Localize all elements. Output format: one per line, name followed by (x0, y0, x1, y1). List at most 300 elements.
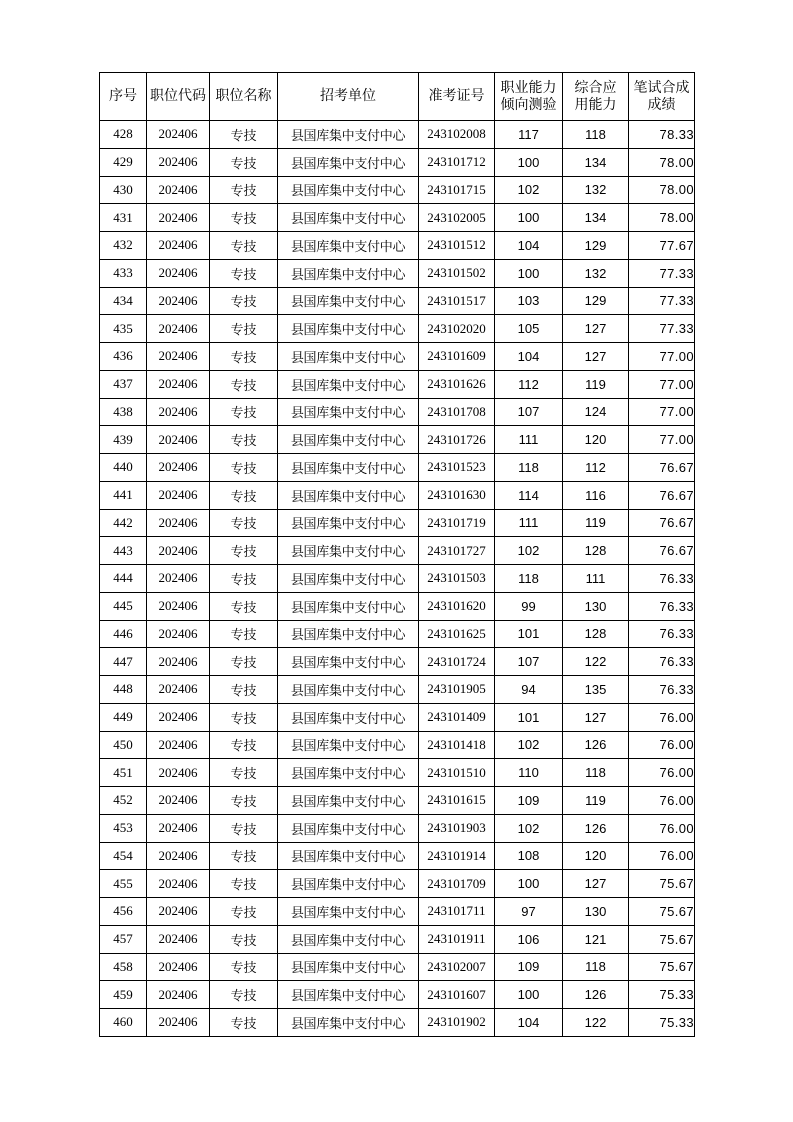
cell-applied: 111 (563, 565, 629, 593)
cell-position-code: 202406 (147, 870, 210, 898)
cell-total: 76.00 (629, 814, 695, 842)
cell-seq: 454 (100, 842, 147, 870)
cell-seq: 432 (100, 232, 147, 260)
cell-aptitude: 105 (495, 315, 563, 343)
cell-ticket: 243101512 (419, 232, 495, 260)
cell-unit: 县国库集中支付中心 (278, 703, 419, 731)
cell-position-code: 202406 (147, 648, 210, 676)
table-row (100, 759, 695, 787)
cell-aptitude: 117 (495, 121, 563, 149)
table-row (100, 592, 695, 620)
cell-total: 75.67 (629, 870, 695, 898)
cell-ticket: 243101724 (419, 648, 495, 676)
cell-position-code: 202406 (147, 454, 210, 482)
cell-seq: 446 (100, 620, 147, 648)
cell-seq: 447 (100, 648, 147, 676)
cell-unit: 县国库集中支付中心 (278, 315, 419, 343)
cell-ticket: 243101727 (419, 537, 495, 565)
cell-applied: 132 (563, 259, 629, 287)
cell-position-name: 专技 (210, 565, 278, 593)
cell-total: 77.00 (629, 398, 695, 426)
cell-total: 75.33 (629, 981, 695, 1009)
cell-seq: 456 (100, 898, 147, 926)
cell-aptitude: 109 (495, 787, 563, 815)
cell-total: 75.67 (629, 953, 695, 981)
cell-applied: 122 (563, 1009, 629, 1037)
cell-ticket: 243101911 (419, 925, 495, 953)
table-row (100, 148, 695, 176)
cell-aptitude: 100 (495, 204, 563, 232)
table-row (100, 398, 695, 426)
cell-unit: 县国库集中支付中心 (278, 370, 419, 398)
cell-position-code: 202406 (147, 592, 210, 620)
cell-aptitude: 99 (495, 592, 563, 620)
cell-applied: 126 (563, 731, 629, 759)
cell-unit: 县国库集中支付中心 (278, 121, 419, 149)
cell-seq: 439 (100, 426, 147, 454)
cell-ticket: 243102020 (419, 315, 495, 343)
cell-position-code: 202406 (147, 121, 210, 149)
cell-total: 76.67 (629, 537, 695, 565)
header-position-code: 职位代码 (147, 73, 210, 121)
cell-applied: 120 (563, 426, 629, 454)
cell-applied: 130 (563, 898, 629, 926)
cell-unit: 县国库集中支付中心 (278, 537, 419, 565)
cell-total: 76.00 (629, 731, 695, 759)
cell-applied: 134 (563, 204, 629, 232)
cell-position-name: 专技 (210, 398, 278, 426)
table-row (100, 121, 695, 149)
cell-unit: 县国库集中支付中心 (278, 148, 419, 176)
cell-total: 76.33 (629, 648, 695, 676)
table-row (100, 426, 695, 454)
cell-position-code: 202406 (147, 259, 210, 287)
cell-seq: 460 (100, 1009, 147, 1037)
cell-ticket: 243101626 (419, 370, 495, 398)
table-row (100, 703, 695, 731)
cell-aptitude: 97 (495, 898, 563, 926)
cell-total: 76.00 (629, 787, 695, 815)
table-row (100, 1009, 695, 1037)
cell-position-code: 202406 (147, 842, 210, 870)
cell-applied: 112 (563, 454, 629, 482)
cell-unit: 县国库集中支付中心 (278, 953, 419, 981)
cell-unit: 县国库集中支付中心 (278, 509, 419, 537)
cell-applied: 120 (563, 842, 629, 870)
table-row (100, 981, 695, 1009)
cell-position-name: 专技 (210, 676, 278, 704)
cell-ticket: 243101630 (419, 481, 495, 509)
cell-position-name: 专技 (210, 703, 278, 731)
cell-aptitude: 104 (495, 232, 563, 260)
cell-total: 76.67 (629, 509, 695, 537)
cell-ticket: 243101712 (419, 148, 495, 176)
cell-aptitude: 102 (495, 537, 563, 565)
cell-total: 77.33 (629, 315, 695, 343)
cell-seq: 453 (100, 814, 147, 842)
cell-total: 76.00 (629, 842, 695, 870)
cell-aptitude: 107 (495, 648, 563, 676)
cell-seq: 440 (100, 454, 147, 482)
cell-seq: 457 (100, 925, 147, 953)
cell-position-name: 专技 (210, 814, 278, 842)
cell-position-name: 专技 (210, 287, 278, 315)
cell-position-name: 专技 (210, 232, 278, 260)
cell-position-name: 专技 (210, 176, 278, 204)
header-applied: 综合应用能力 (563, 73, 629, 121)
cell-applied: 127 (563, 870, 629, 898)
cell-position-name: 专技 (210, 537, 278, 565)
header-position-name: 职位名称 (210, 73, 278, 121)
cell-aptitude: 100 (495, 870, 563, 898)
cell-ticket: 243101625 (419, 620, 495, 648)
cell-unit: 县国库集中支付中心 (278, 232, 419, 260)
cell-position-name: 专技 (210, 787, 278, 815)
cell-applied: 128 (563, 620, 629, 648)
table-row (100, 731, 695, 759)
cell-applied: 124 (563, 398, 629, 426)
cell-ticket: 243101615 (419, 787, 495, 815)
cell-position-name: 专技 (210, 121, 278, 149)
cell-seq: 450 (100, 731, 147, 759)
table-row (100, 953, 695, 981)
cell-aptitude: 111 (495, 426, 563, 454)
cell-position-name: 专技 (210, 981, 278, 1009)
cell-ticket: 243101709 (419, 870, 495, 898)
cell-unit: 县国库集中支付中心 (278, 176, 419, 204)
cell-total: 76.33 (629, 592, 695, 620)
cell-unit: 县国库集中支付中心 (278, 481, 419, 509)
cell-ticket: 243101726 (419, 426, 495, 454)
table-row (100, 648, 695, 676)
cell-seq: 444 (100, 565, 147, 593)
cell-applied: 126 (563, 814, 629, 842)
cell-total: 75.33 (629, 1009, 695, 1037)
cell-applied: 122 (563, 648, 629, 676)
table-row (100, 787, 695, 815)
cell-position-code: 202406 (147, 953, 210, 981)
table-body (100, 121, 695, 1037)
cell-unit: 县国库集中支付中心 (278, 454, 419, 482)
cell-ticket: 243102008 (419, 121, 495, 149)
header-seq: 序号 (100, 73, 147, 121)
cell-aptitude: 114 (495, 481, 563, 509)
cell-seq: 442 (100, 509, 147, 537)
cell-applied: 119 (563, 787, 629, 815)
cell-total: 76.33 (629, 565, 695, 593)
cell-position-name: 专技 (210, 953, 278, 981)
cell-seq: 433 (100, 259, 147, 287)
cell-applied: 127 (563, 703, 629, 731)
cell-total: 78.00 (629, 204, 695, 232)
cell-unit: 县国库集中支付中心 (278, 787, 419, 815)
cell-position-name: 专技 (210, 620, 278, 648)
cell-unit: 县国库集中支付中心 (278, 731, 419, 759)
table-row (100, 343, 695, 371)
cell-position-code: 202406 (147, 509, 210, 537)
cell-ticket: 243101715 (419, 176, 495, 204)
cell-total: 75.67 (629, 898, 695, 926)
cell-applied: 118 (563, 121, 629, 149)
cell-position-name: 专技 (210, 648, 278, 676)
cell-seq: 435 (100, 315, 147, 343)
cell-ticket: 243101905 (419, 676, 495, 704)
cell-seq: 441 (100, 481, 147, 509)
table-row (100, 315, 695, 343)
cell-seq: 438 (100, 398, 147, 426)
cell-unit: 县国库集中支付中心 (278, 620, 419, 648)
cell-position-name: 专技 (210, 509, 278, 537)
table-row (100, 370, 695, 398)
cell-seq: 443 (100, 537, 147, 565)
cell-aptitude: 118 (495, 454, 563, 482)
cell-applied: 129 (563, 232, 629, 260)
cell-position-code: 202406 (147, 703, 210, 731)
cell-ticket: 243101711 (419, 898, 495, 926)
cell-aptitude: 100 (495, 148, 563, 176)
cell-position-name: 专技 (210, 315, 278, 343)
cell-aptitude: 102 (495, 814, 563, 842)
cell-ticket: 243101418 (419, 731, 495, 759)
cell-aptitude: 112 (495, 370, 563, 398)
cell-seq: 451 (100, 759, 147, 787)
cell-applied: 118 (563, 953, 629, 981)
score-table (99, 72, 695, 1037)
cell-unit: 县国库集中支付中心 (278, 204, 419, 232)
cell-position-code: 202406 (147, 620, 210, 648)
cell-total: 76.33 (629, 676, 695, 704)
table-row (100, 287, 695, 315)
cell-position-code: 202406 (147, 148, 210, 176)
table-row (100, 814, 695, 842)
cell-position-code: 202406 (147, 204, 210, 232)
cell-aptitude: 100 (495, 981, 563, 1009)
cell-seq: 458 (100, 953, 147, 981)
cell-aptitude: 110 (495, 759, 563, 787)
cell-seq: 459 (100, 981, 147, 1009)
table-row (100, 565, 695, 593)
cell-seq: 429 (100, 148, 147, 176)
cell-applied: 132 (563, 176, 629, 204)
cell-aptitude: 104 (495, 343, 563, 371)
cell-ticket: 243101502 (419, 259, 495, 287)
cell-position-name: 专技 (210, 759, 278, 787)
cell-aptitude: 102 (495, 176, 563, 204)
cell-ticket: 243101902 (419, 1009, 495, 1037)
cell-position-name: 专技 (210, 370, 278, 398)
cell-position-code: 202406 (147, 426, 210, 454)
cell-total: 77.33 (629, 287, 695, 315)
cell-position-name: 专技 (210, 454, 278, 482)
cell-ticket: 243101409 (419, 703, 495, 731)
table-row (100, 870, 695, 898)
table-row (100, 537, 695, 565)
cell-applied: 127 (563, 315, 629, 343)
cell-total: 76.67 (629, 454, 695, 482)
cell-position-code: 202406 (147, 676, 210, 704)
cell-unit: 县国库集中支付中心 (278, 426, 419, 454)
cell-total: 77.33 (629, 259, 695, 287)
cell-applied: 116 (563, 481, 629, 509)
cell-applied: 118 (563, 759, 629, 787)
cell-total: 76.00 (629, 703, 695, 731)
table-row (100, 509, 695, 537)
cell-applied: 121 (563, 925, 629, 953)
cell-total: 78.33 (629, 121, 695, 149)
cell-position-name: 专技 (210, 870, 278, 898)
cell-unit: 县国库集中支付中心 (278, 343, 419, 371)
cell-aptitude: 111 (495, 509, 563, 537)
cell-aptitude: 101 (495, 620, 563, 648)
cell-position-code: 202406 (147, 787, 210, 815)
cell-applied: 126 (563, 981, 629, 1009)
cell-unit: 县国库集中支付中心 (278, 898, 419, 926)
cell-position-name: 专技 (210, 426, 278, 454)
cell-position-code: 202406 (147, 981, 210, 1009)
cell-position-code: 202406 (147, 925, 210, 953)
cell-position-code: 202406 (147, 287, 210, 315)
cell-ticket: 243101903 (419, 814, 495, 842)
cell-position-code: 202406 (147, 731, 210, 759)
cell-applied: 119 (563, 509, 629, 537)
cell-unit: 县国库集中支付中心 (278, 1009, 419, 1037)
cell-position-code: 202406 (147, 759, 210, 787)
table-row (100, 232, 695, 260)
cell-position-code: 202406 (147, 898, 210, 926)
cell-position-code: 202406 (147, 343, 210, 371)
cell-aptitude: 107 (495, 398, 563, 426)
cell-position-name: 专技 (210, 259, 278, 287)
cell-unit: 县国库集中支付中心 (278, 287, 419, 315)
cell-ticket: 243101523 (419, 454, 495, 482)
cell-ticket: 243101708 (419, 398, 495, 426)
cell-unit: 县国库集中支付中心 (278, 648, 419, 676)
cell-total: 77.00 (629, 370, 695, 398)
cell-position-code: 202406 (147, 537, 210, 565)
cell-ticket: 243101620 (419, 592, 495, 620)
cell-position-name: 专技 (210, 731, 278, 759)
header-aptitude: 职业能力倾向测验 (495, 73, 563, 121)
cell-seq: 448 (100, 676, 147, 704)
cell-unit: 县国库集中支付中心 (278, 842, 419, 870)
cell-total: 75.67 (629, 925, 695, 953)
cell-applied: 119 (563, 370, 629, 398)
cell-applied: 129 (563, 287, 629, 315)
cell-position-name: 专技 (210, 925, 278, 953)
table-row (100, 259, 695, 287)
cell-aptitude: 103 (495, 287, 563, 315)
cell-total: 77.00 (629, 426, 695, 454)
cell-total: 76.00 (629, 759, 695, 787)
cell-position-name: 专技 (210, 1009, 278, 1037)
cell-position-code: 202406 (147, 565, 210, 593)
cell-unit: 县国库集中支付中心 (278, 592, 419, 620)
cell-unit: 县国库集中支付中心 (278, 759, 419, 787)
cell-position-code: 202406 (147, 315, 210, 343)
cell-ticket: 243101719 (419, 509, 495, 537)
cell-aptitude: 108 (495, 842, 563, 870)
cell-unit: 县国库集中支付中心 (278, 925, 419, 953)
cell-aptitude: 104 (495, 1009, 563, 1037)
cell-position-code: 202406 (147, 370, 210, 398)
cell-seq: 455 (100, 870, 147, 898)
cell-unit: 县国库集中支付中心 (278, 870, 419, 898)
cell-position-code: 202406 (147, 232, 210, 260)
cell-ticket: 243102007 (419, 953, 495, 981)
cell-unit: 县国库集中支付中心 (278, 676, 419, 704)
cell-ticket: 243101609 (419, 343, 495, 371)
cell-applied: 128 (563, 537, 629, 565)
cell-total: 78.00 (629, 176, 695, 204)
cell-ticket: 243101914 (419, 842, 495, 870)
table-row (100, 454, 695, 482)
table-row (100, 176, 695, 204)
cell-position-code: 202406 (147, 814, 210, 842)
cell-seq: 445 (100, 592, 147, 620)
cell-position-name: 专技 (210, 343, 278, 371)
cell-unit: 县国库集中支付中心 (278, 398, 419, 426)
cell-position-code: 202406 (147, 176, 210, 204)
cell-total: 77.67 (629, 232, 695, 260)
cell-aptitude: 102 (495, 731, 563, 759)
table-row (100, 481, 695, 509)
cell-position-name: 专技 (210, 898, 278, 926)
cell-aptitude: 118 (495, 565, 563, 593)
cell-seq: 449 (100, 703, 147, 731)
table-row (100, 842, 695, 870)
cell-unit: 县国库集中支付中心 (278, 259, 419, 287)
table-row (100, 620, 695, 648)
cell-position-name: 专技 (210, 204, 278, 232)
cell-applied: 130 (563, 592, 629, 620)
cell-applied: 127 (563, 343, 629, 371)
header-total: 笔试合成成绩 (629, 73, 695, 121)
cell-unit: 县国库集中支付中心 (278, 981, 419, 1009)
cell-ticket: 243101607 (419, 981, 495, 1009)
cell-total: 76.33 (629, 620, 695, 648)
cell-seq: 434 (100, 287, 147, 315)
header-ticket: 准考证号 (419, 73, 495, 121)
header-unit: 招考单位 (278, 73, 419, 121)
table-row (100, 925, 695, 953)
cell-aptitude: 101 (495, 703, 563, 731)
cell-seq: 431 (100, 204, 147, 232)
cell-aptitude: 94 (495, 676, 563, 704)
table-row (100, 898, 695, 926)
cell-aptitude: 106 (495, 925, 563, 953)
cell-ticket: 243102005 (419, 204, 495, 232)
cell-position-name: 专技 (210, 842, 278, 870)
cell-unit: 县国库集中支付中心 (278, 814, 419, 842)
header-row (100, 73, 695, 121)
cell-position-code: 202406 (147, 481, 210, 509)
table-row (100, 204, 695, 232)
cell-position-code: 202406 (147, 1009, 210, 1037)
cell-seq: 437 (100, 370, 147, 398)
table-row (100, 676, 695, 704)
cell-seq: 430 (100, 176, 147, 204)
cell-unit: 县国库集中支付中心 (278, 565, 419, 593)
cell-aptitude: 109 (495, 953, 563, 981)
cell-position-name: 专技 (210, 481, 278, 509)
cell-ticket: 243101517 (419, 287, 495, 315)
cell-position-name: 专技 (210, 148, 278, 176)
cell-ticket: 243101503 (419, 565, 495, 593)
cell-position-name: 专技 (210, 592, 278, 620)
cell-ticket: 243101510 (419, 759, 495, 787)
cell-seq: 428 (100, 121, 147, 149)
cell-applied: 134 (563, 148, 629, 176)
